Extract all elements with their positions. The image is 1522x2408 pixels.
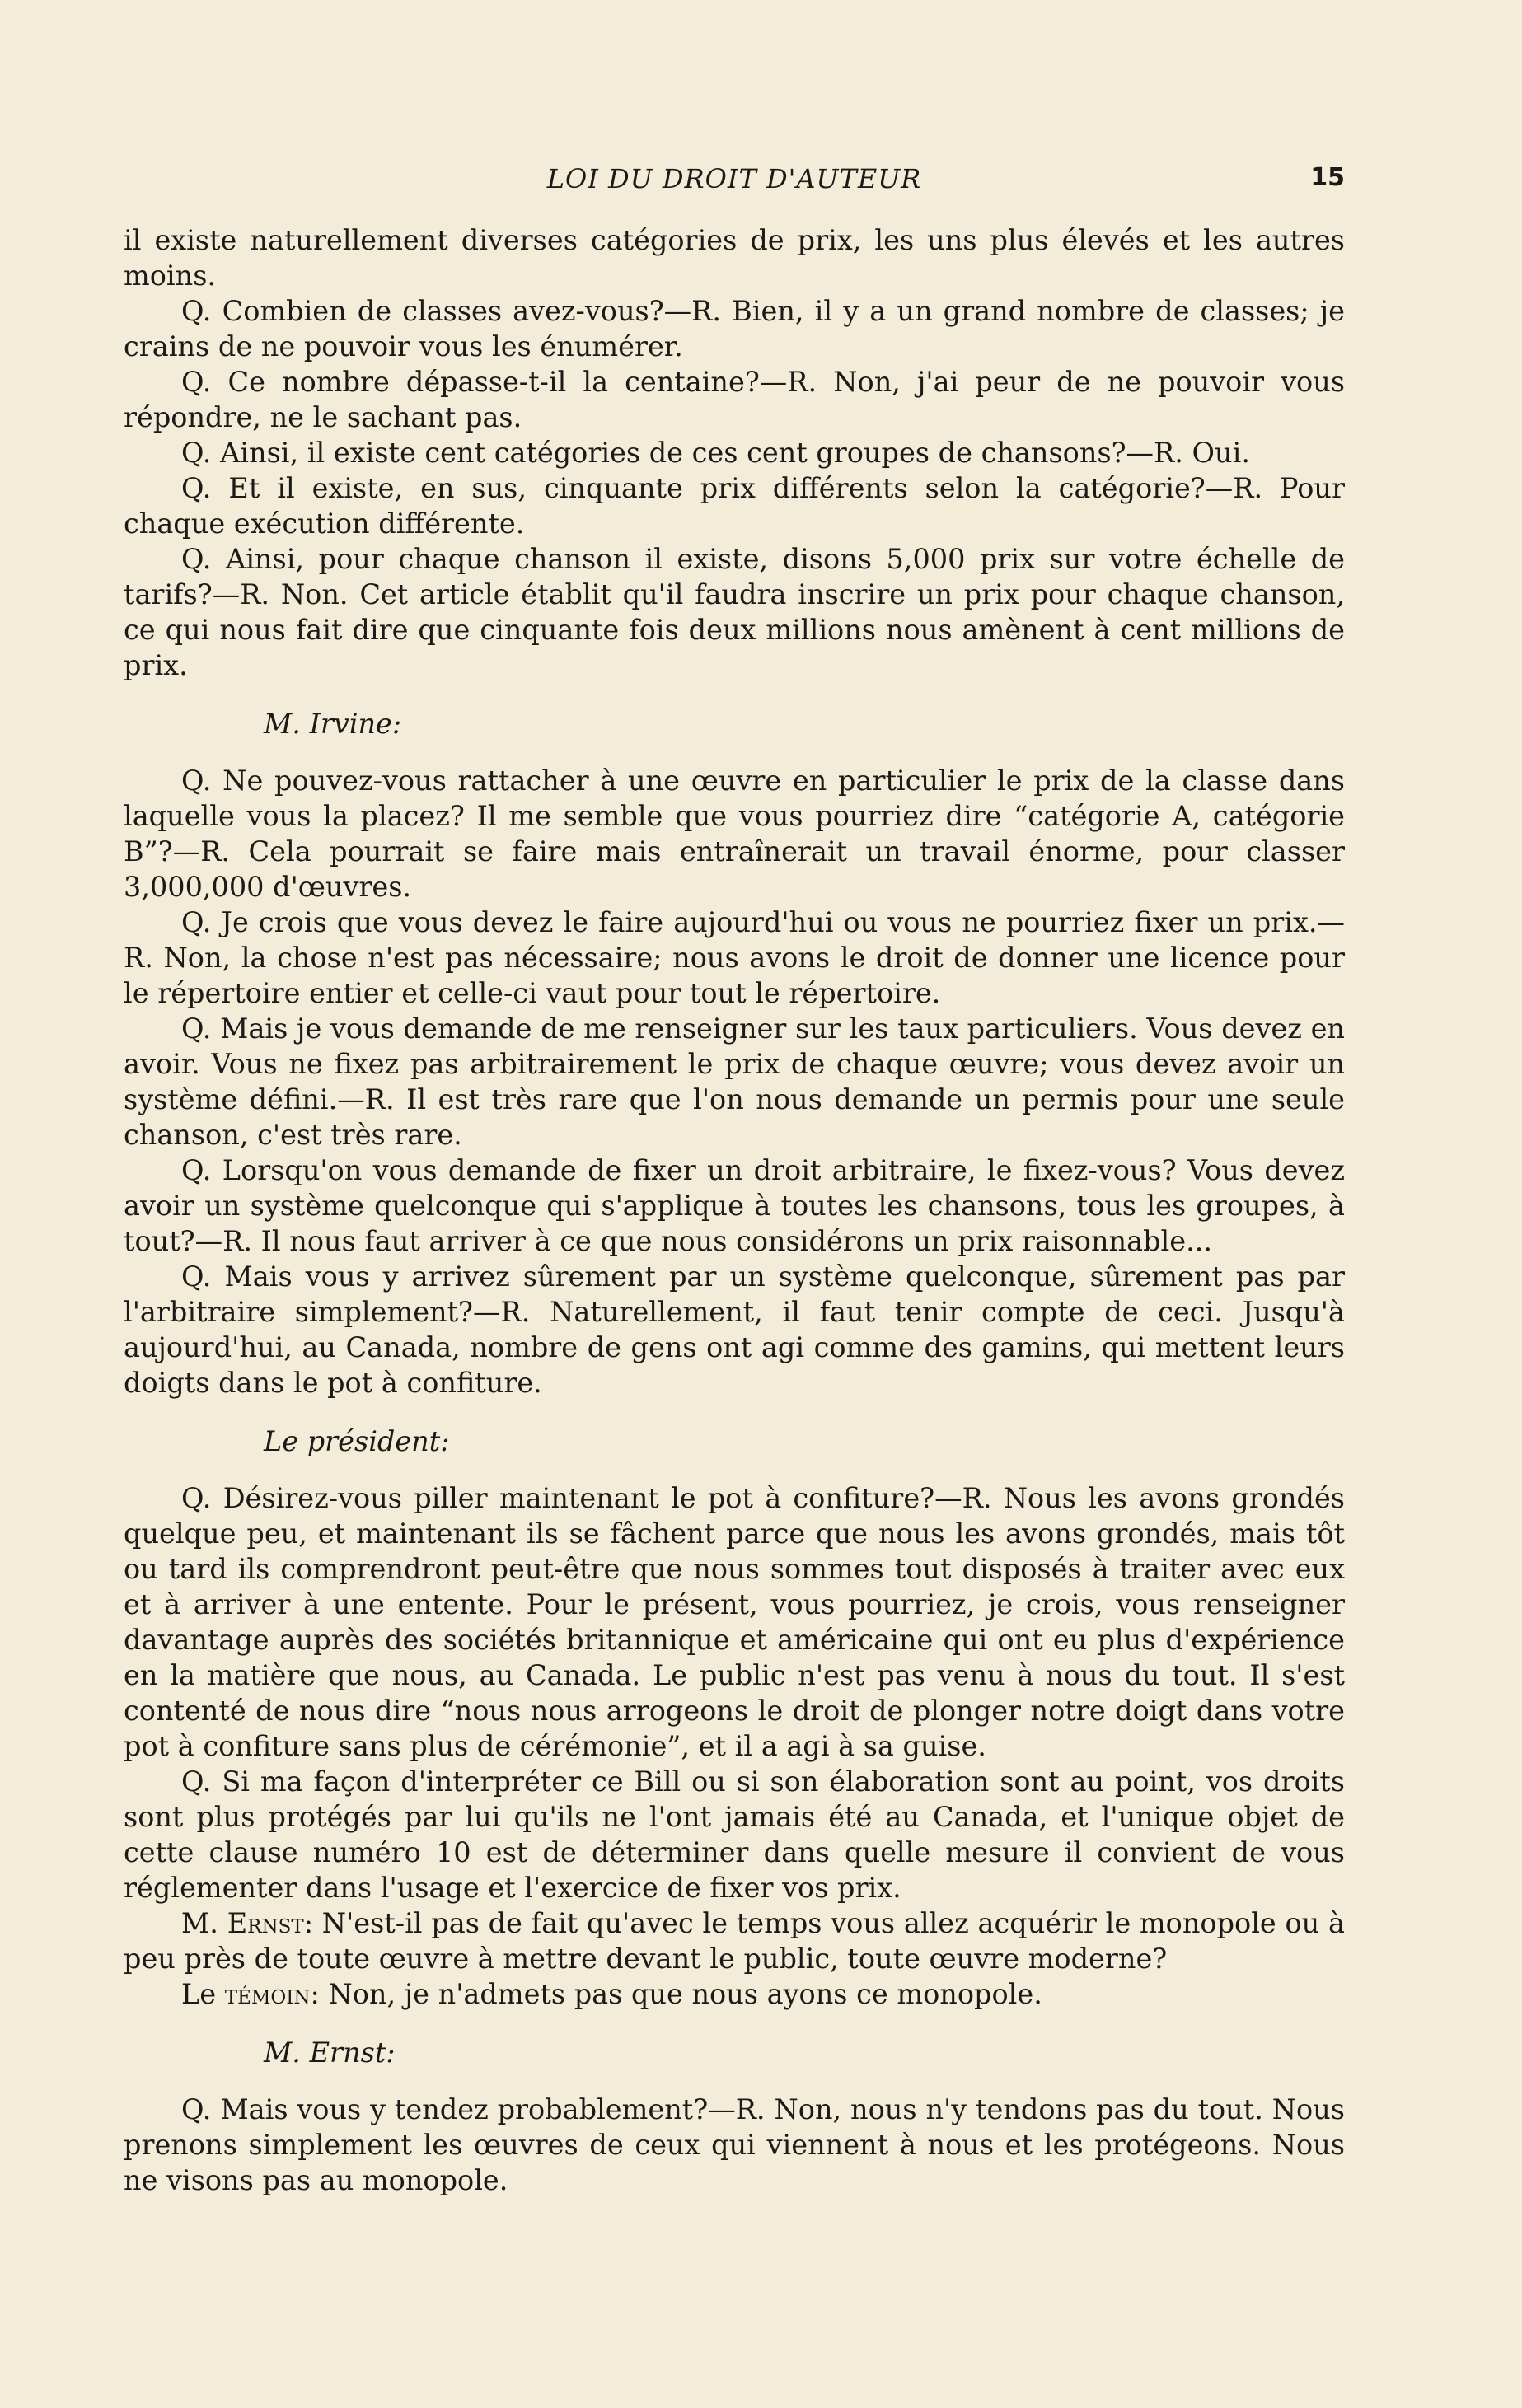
paragraph-text: : N'est-il pas de fait qu'avec le temps vous allez acquérir le monopole ou à peu près de toute œuvre à mettre devant le public, toute œuvre moderne?	[124, 1907, 1345, 1975]
speaker-heading: M. Irvine:	[264, 708, 402, 740]
page-number: 15	[1310, 163, 1345, 192]
paragraph: Q. Combien de classes avez-vous?—R. Bien, il y a un grand nombre de classes; je crains de ne pouvoir vous les énumérer.	[124, 295, 1345, 362]
speaker-name: Ernst	[227, 1907, 304, 1939]
paragraph: Q. Si ma façon d'interpréter ce Bill ou si son élaboration sont au point, vos droits sont plus protégés par lui qu'ils ne l'ont jamais été au Canada, et l'unique objet de cette clause numéro 10 est de déterminer dans quelle mesure il convient de vous réglementer dans l'usage et l'exercice de fixer vos prix.	[124, 1765, 1345, 1904]
paragraph: Q. Mais vous y arrivez sûrement par un système quelconque, sûrement pas par l'arbitraire simplement?—R. Naturellement, il faut tenir compte de ceci. Jusqu'à aujourd'hui, au Canada, nombre de gens ont agi comme des gamins, qui mettent leurs doigts dans le pot à confiture.	[124, 1260, 1345, 1399]
paragraph: il existe naturellement diverses catégories de prix, les uns plus élevés et les autres moins.	[124, 224, 1345, 292]
speaker-name: témoin	[224, 1978, 311, 2010]
paragraph: Q. Et il existe, en sus, cinquante prix différents selon la catégorie?—R. Pour chaque exécution différente.	[124, 472, 1345, 540]
document-page	[124, 157, 1345, 2198]
running-title: LOI DU DROIT D'AUTEUR	[546, 163, 922, 194]
paragraph: Q. Désirez-vous piller maintenant le pot à confiture?—R. Nous les avons grondés quelque peu, et maintenant ils se fâchent parce que nous les avons grondés, mais tôt ou tard ils comprendront peut-être que nous sommes tout disposés à traiter avec eux et à arriver à une entente. Pour le présent, vous pourriez, je crois, vous renseigner davantage auprès des sociétés britannique et américaine qui ont eu plus d'expérience en la matière que nous, au Canada. Le public n'est pas venu à nous du tout. Il s'est contenté de nous dire “nous nous arrogeons le droit de plonger notre doigt dans votre pot à confiture sans plus de cérémonie”, et il a agi à sa guise.	[124, 1482, 1345, 1762]
speaker-heading: M. Ernst:	[264, 2036, 396, 2069]
paragraph: Q. Mais je vous demande de me renseigner sur les taux particuliers. Vous devez en avoir. Vous ne fixez pas arbitrairement le prix de chaque œuvre; vous devez avoir un système défini.—R. Il est très rare que l'on nous demande un permis pour une seule chanson, c'est très rare.	[124, 1012, 1345, 1151]
paragraph-text: : Non, je n'admets pas que nous ayons ce monopole.	[310, 1978, 1042, 2010]
page-header	[124, 157, 1345, 206]
paragraph	[124, 1976, 1345, 2012]
speaker-prefix: M.	[181, 1907, 227, 1939]
paragraph: Q. Ne pouvez-vous rattacher à une œuvre en particulier le prix de la classe dans laquelle vous la placez? Il me semble que vous pourriez dire “catégorie A, catégorie B”?—R. Cela pourrait se faire mais entraînerait un travail énorme, pour classer 3,000,000 d'œuvres.	[124, 764, 1345, 903]
paragraph: Q. Ce nombre dépasse-t-il la centaine?—R. Non, j'ai peur de ne pouvoir vous répondre, ne le sachant pas.	[124, 366, 1345, 433]
speaker-heading: Le président:	[264, 1425, 450, 1457]
paragraph: Q. Je crois que vous devez le faire aujourd'hui ou vous ne pourriez fixer un prix.—R. Non, la chose n'est pas nécessaire; nous avons le droit de donner une licence pour le répertoire entier et celle-ci vaut pour tout le répertoire.	[124, 906, 1345, 1009]
document-body	[124, 222, 1345, 2198]
paragraph	[124, 1905, 1345, 1976]
paragraph: Q. Lorsqu'on vous demande de fixer un droit arbitraire, le fixez-vous? Vous devez avoir un système quelconque qui s'applique à toutes les chansons, tous les groupes, à tout?—R. Il nous faut arriver à ce que nous considérons un prix raisonnable...	[124, 1154, 1345, 1257]
speaker-prefix: Le	[181, 1978, 225, 2010]
paragraph: Q. Mais vous y tendez probablement?—R. Non, nous n'y tendons pas du tout. Nous prenons simplement les œuvres de ceux qui viennent à nous et les protégeons. Nous ne visons pas au monopole.	[124, 2093, 1345, 2196]
paragraph: Q. Ainsi, pour chaque chanson il existe, disons 5,000 prix sur votre échelle de tarifs?—R. Non. Cet article établit qu'il faudra inscrire un prix pour chaque chanson, ce qui nous fait dire que cinquante fois deux millions nous amènent à cent millions de prix.	[124, 543, 1345, 681]
paragraph: Q. Ainsi, il existe cent catégories de ces cent groupes de chansons?—R. Oui.	[181, 437, 1250, 469]
